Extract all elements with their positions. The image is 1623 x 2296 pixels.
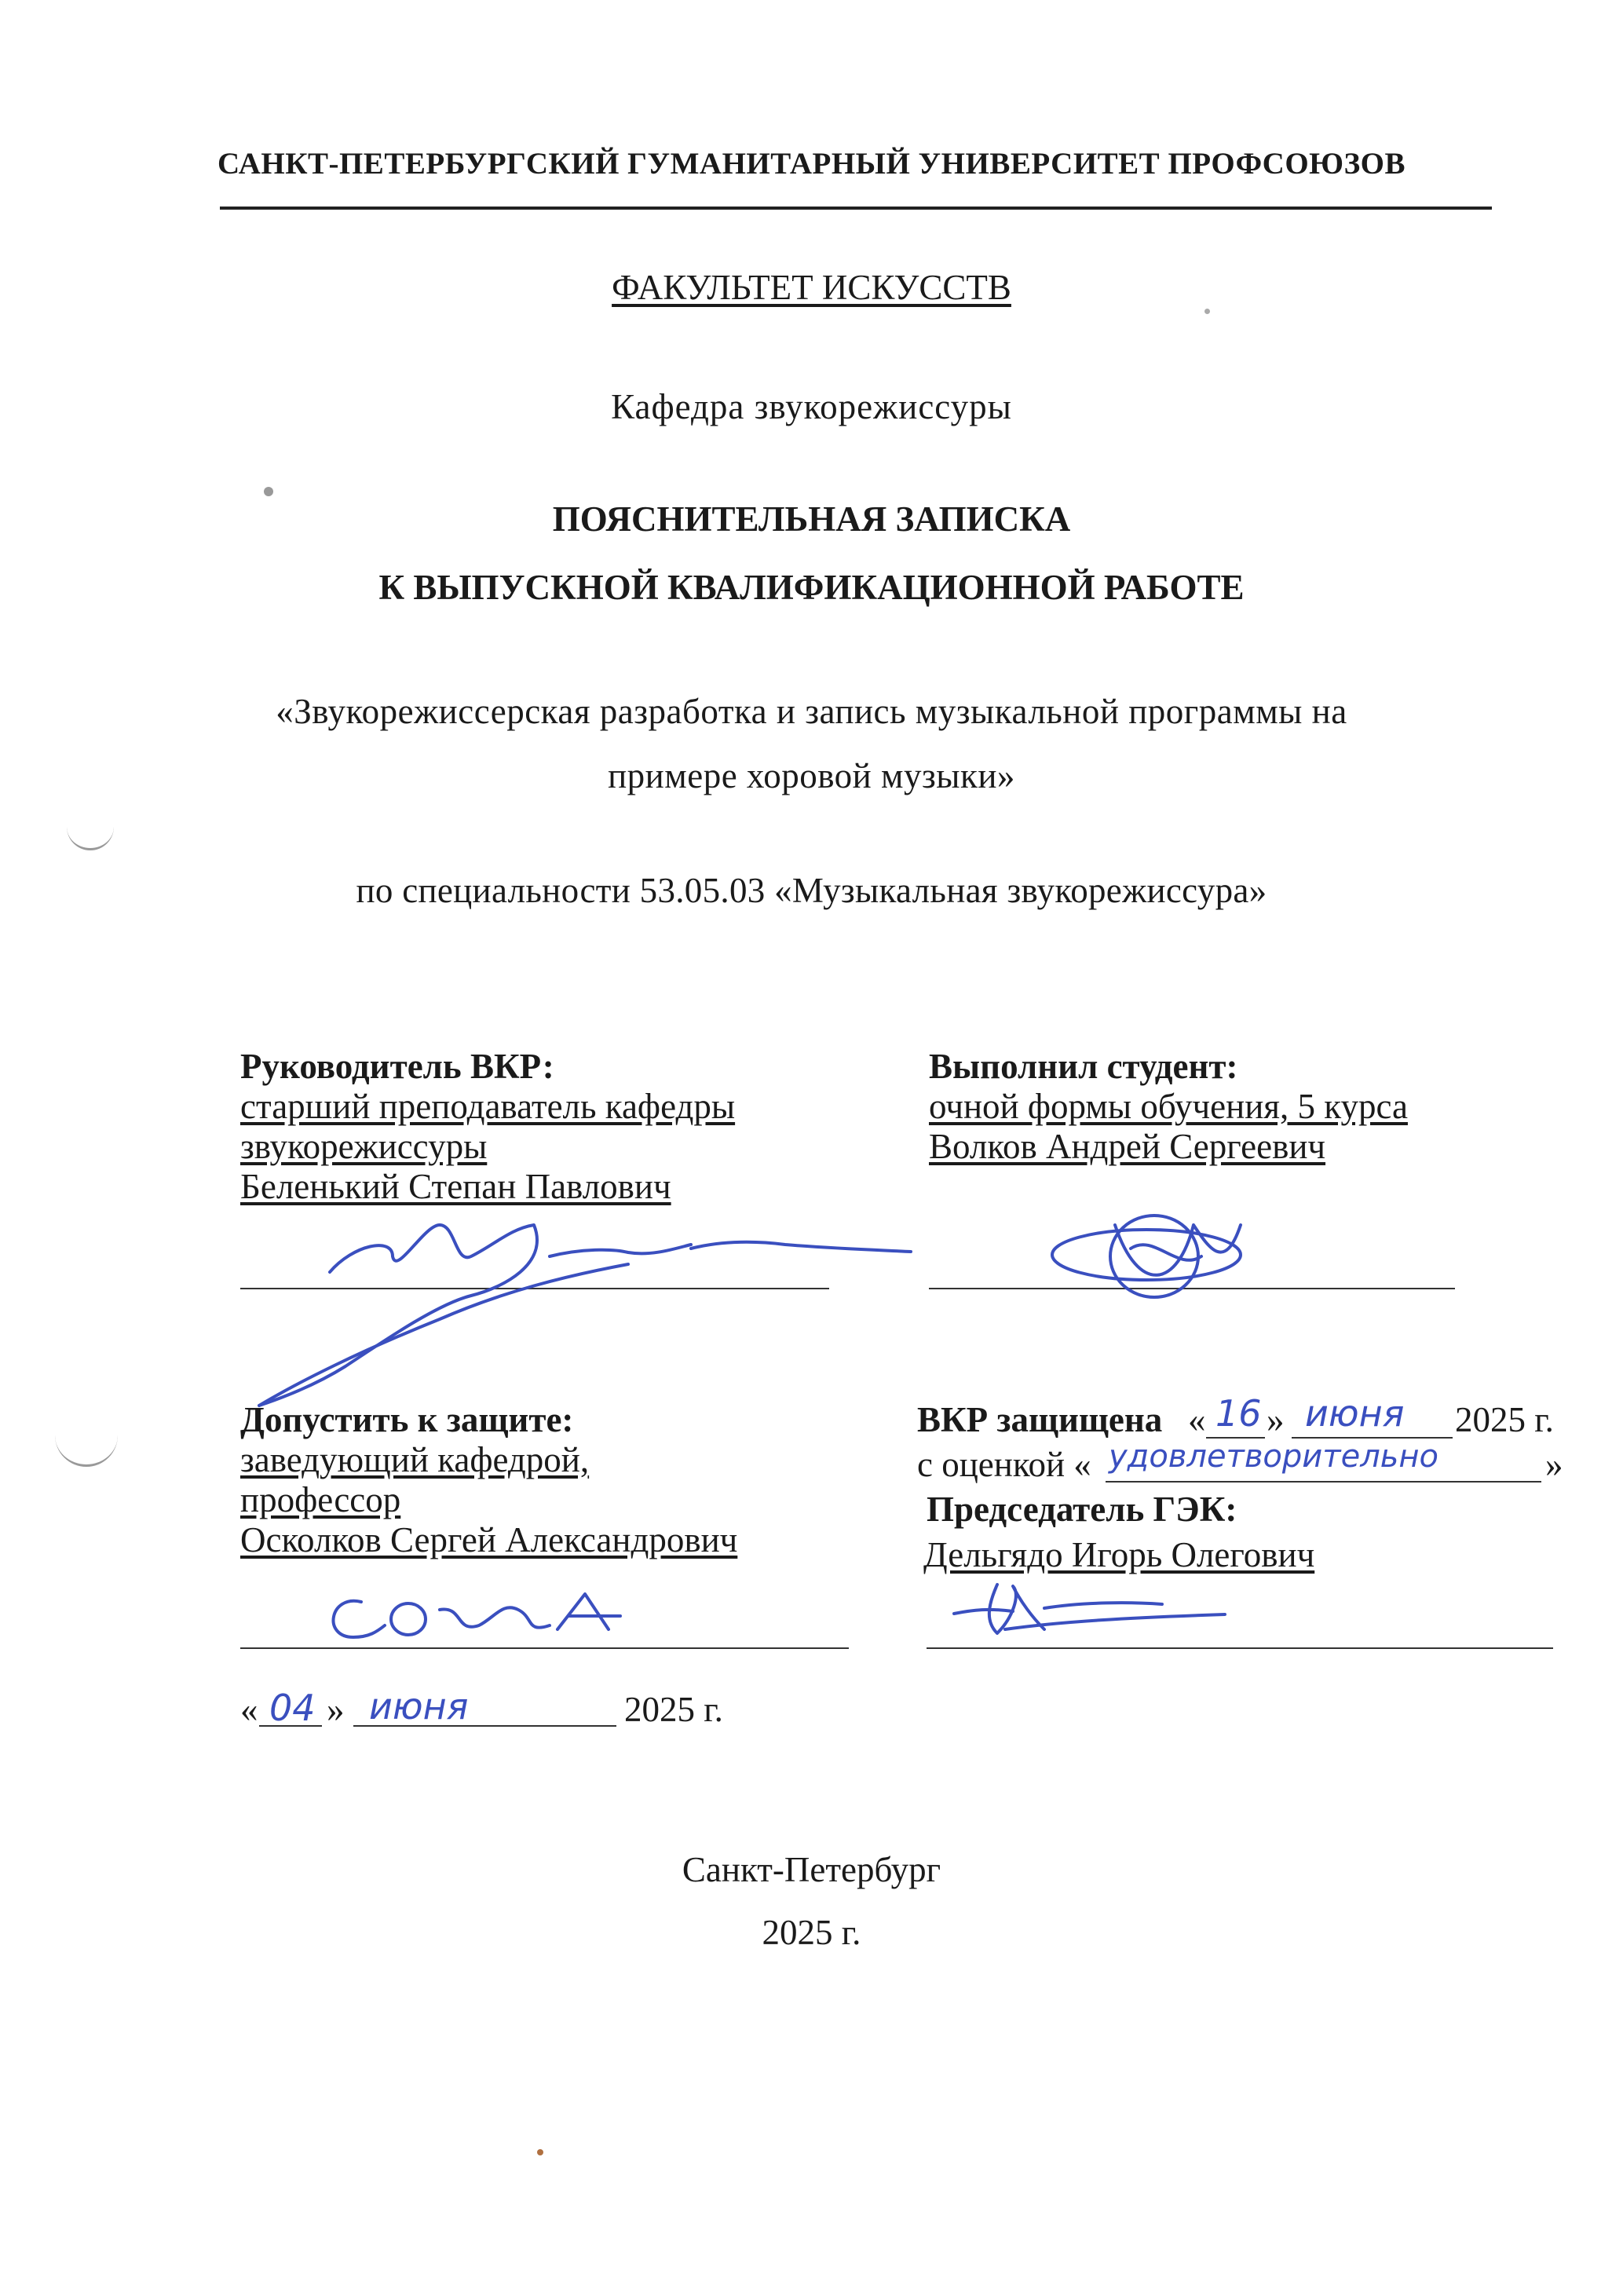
scan-dot: [1204, 309, 1210, 314]
document-title-line1: ПОЯСНИТЕЛЬНАЯ ЗАПИСКА: [552, 499, 1071, 539]
faculty-name: ФАКУЛЬТЕТ ИСКУССТВ: [612, 268, 1011, 307]
supervisor-position-line2: звукорежиссуры: [240, 1127, 488, 1166]
university-name: САНКТ-ПЕТЕРБУРГСКИЙ ГУМАНИТАРНЫЙ УНИВЕРСИТЕТ ПРОФСОЮЗОВ: [217, 147, 1406, 181]
defense-grade-handwritten: удовлетворительно: [1109, 1439, 1438, 1475]
admit-position-line2: профессор: [240, 1480, 401, 1519]
admit-date-open: «: [240, 1690, 258, 1729]
scan-dot: [537, 2149, 543, 2155]
defense-day-handwritten: 16: [1215, 1392, 1262, 1435]
student-name: Волков Андрей Сергеевич: [929, 1127, 1326, 1166]
admit-year: 2025 г.: [624, 1690, 723, 1729]
thesis-topic-line1: «Звукорежиссерская разработка и запись музыкальной программы на: [276, 692, 1347, 731]
supervisor-signature: [259, 1225, 911, 1406]
document-title-line2: К ВЫПУСКНОЙ КВАЛИФИКАЦИОННОЙ РАБОТЕ: [378, 568, 1245, 607]
chair-signature: [954, 1585, 1225, 1633]
chair-heading: Председатель ГЭК:: [927, 1490, 1237, 1529]
admit-signature: [334, 1594, 620, 1637]
supervisor-heading: Руководитель ВКР:: [240, 1047, 554, 1086]
admit-date-mid: »: [327, 1690, 345, 1729]
admit-name: Осколков Сергей Александрович: [240, 1520, 738, 1559]
footer-year: 2025 г.: [762, 1913, 861, 1952]
specialty-line: по специальности 53.05.03 «Музыкальная звукорежиссура»: [356, 871, 1267, 910]
defense-label: ВКР защищена: [917, 1400, 1163, 1439]
thesis-topic-line2: примере хоровой музыки»: [608, 756, 1015, 795]
admit-heading: Допустить к защите:: [240, 1400, 574, 1439]
admit-day-handwritten: 04: [269, 1687, 316, 1729]
defense-month-handwritten: июня: [1305, 1392, 1405, 1435]
admit-month-handwritten: июня: [369, 1685, 469, 1727]
supervisor-name: Беленький Степан Павлович: [240, 1167, 671, 1206]
student-heading: Выполнил студент:: [929, 1047, 1238, 1086]
scan-dot: [264, 487, 273, 496]
chair-name: Дельгядо Игорь Олегович: [923, 1535, 1315, 1574]
supervisor-position-line1: старший преподаватель кафедры: [240, 1087, 736, 1126]
defense-quote-close: »: [1267, 1400, 1285, 1439]
department-name: Кафедра звукорежиссуры: [611, 387, 1012, 426]
defense-year: 2025 г.: [1455, 1400, 1554, 1439]
defense-quote-open: «: [1188, 1400, 1206, 1439]
student-form: очной формы обучения, 5 курса: [929, 1087, 1408, 1126]
defense-grade-close: »: [1545, 1445, 1563, 1484]
admit-position-line1: заведующий кафедрой,: [240, 1440, 590, 1479]
student-signature: [1052, 1216, 1241, 1297]
footer-city: Санкт-Петербург: [682, 1850, 941, 1889]
defense-grade-label: с оценкой «: [917, 1445, 1091, 1484]
